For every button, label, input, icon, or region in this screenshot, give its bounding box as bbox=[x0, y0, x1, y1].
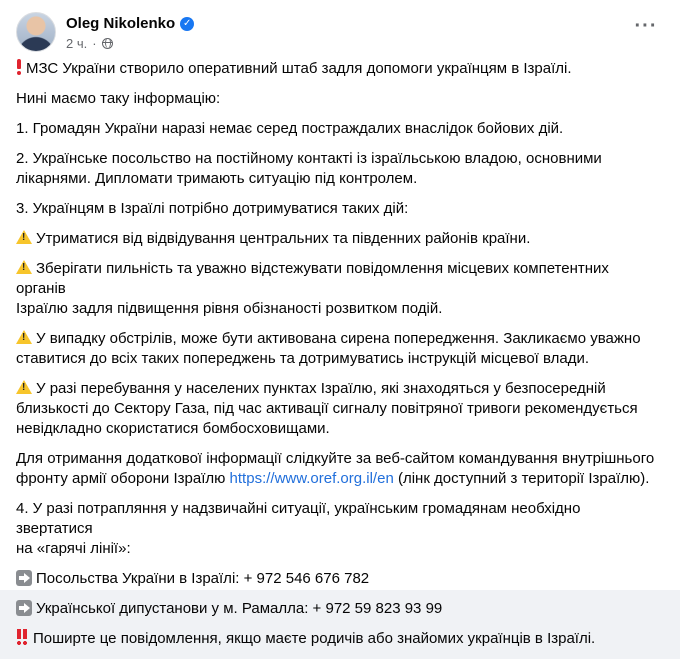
hotline-text: Посольства України в Ізраїлі: + 972 546 676 782 bbox=[36, 570, 370, 587]
more-info bbox=[16, 449, 656, 489]
author-row bbox=[66, 14, 194, 34]
warning-text: ставитися до всіх таких попереджень та дотримуватись інструкцій місцевої влади. bbox=[16, 350, 590, 367]
red-exclamation-icon bbox=[16, 59, 22, 75]
warning-item-1 bbox=[16, 229, 656, 249]
hotline-1 bbox=[16, 569, 656, 589]
post-header bbox=[16, 12, 664, 56]
verified-badge-icon: ✓ bbox=[180, 17, 194, 31]
point-4-line-1: 4. У разі потрапляння у надзвичайні ситуації, українським громадянам необхідно звертатися bbox=[16, 500, 581, 537]
more-options-icon: ··· bbox=[634, 14, 658, 37]
post-body bbox=[16, 59, 656, 659]
warning-text: Ізраїлю задля підвищення рівня обізнаності розвитком подій. bbox=[16, 300, 443, 317]
warning-text: близькості до Сектору Газа, під час активації сигналу повітряної тривоги рекомендується bbox=[16, 400, 638, 417]
point-2-line-1: 2. Українське посольство на постійному контакті із ізраїльською владою, основними bbox=[16, 150, 602, 167]
post-timestamp[interactable]: 2 ч. bbox=[66, 36, 88, 51]
warning-text: Утриматися від відвідування центральних та південних районів країни. bbox=[36, 230, 531, 247]
more-info-line-1: Для отримання додаткової інформації слідкуйте за веб-сайтом командування внутрішнього bbox=[16, 450, 655, 467]
point-2 bbox=[16, 149, 656, 189]
point-1: 1. Громадян України наразі немає серед постраждалих внаслідок бойових дій. bbox=[16, 120, 564, 137]
more-info-text: фронту армії оборони Ізраїлю bbox=[16, 470, 230, 487]
point-2-line-2: лікарнями. Дипломати тримають ситуацію під контролем. bbox=[16, 170, 418, 187]
warning-icon bbox=[16, 260, 32, 274]
oref-link[interactable]: https://www.oref.org.il/en bbox=[229, 470, 394, 487]
more-info-line-2 bbox=[16, 469, 656, 489]
more-info-text: (лінк доступний з території Ізраїлю). bbox=[393, 470, 650, 487]
warning-icon bbox=[16, 330, 32, 344]
hotline-text: Української дипустанови у м. Рамалла: + 972 59 823 93 99 bbox=[36, 600, 443, 617]
warning-text: невідкладно скористатися бомбосховищами. bbox=[16, 420, 330, 437]
warning-icon bbox=[16, 380, 32, 394]
right-arrow-icon bbox=[16, 570, 32, 586]
info-heading: Нині маємо таку інформацію: bbox=[16, 90, 221, 107]
point-3: 3. Українцям в Ізраїлі потрібно дотримуватися таких дій: bbox=[16, 200, 409, 217]
warning-text: У випадку обстрілів, може бути активована сирена попередження. Закликаємо уважно bbox=[36, 330, 641, 347]
closing-text: Поширте це повідомлення, якщо маєте родичів або знайомих українців в Ізраїлі. bbox=[33, 630, 596, 647]
post-meta bbox=[66, 36, 113, 51]
warning-text: У разі перебування у населених пунктах Ізраїлю, які знаходяться у безпосередній bbox=[36, 380, 606, 397]
warning-item-2 bbox=[16, 259, 656, 319]
warning-icon bbox=[16, 230, 32, 244]
point-4-line-2: на «гарячі лінії»: bbox=[16, 540, 131, 557]
post-intro bbox=[16, 59, 656, 79]
avatar[interactable] bbox=[16, 12, 56, 52]
double-exclamation-icon bbox=[16, 629, 29, 645]
intro-text: МЗС України створило оперативний штаб задля допомоги українцям в Ізраїлі. bbox=[26, 60, 572, 77]
closing-note bbox=[16, 629, 656, 649]
warning-item-4 bbox=[16, 379, 656, 439]
author-name[interactable]: Oleg Nikolenko bbox=[66, 15, 176, 32]
right-arrow-icon bbox=[16, 600, 32, 616]
warning-item-3 bbox=[16, 329, 656, 369]
hotline-2 bbox=[16, 599, 656, 619]
warning-text: Зберігати пильність та уважно відстежувати повідомлення місцевих компетентних органів bbox=[16, 260, 609, 297]
point-4 bbox=[16, 499, 656, 559]
globe-icon bbox=[102, 38, 113, 49]
more-options-button[interactable] bbox=[628, 12, 664, 48]
meta-separator: · bbox=[92, 36, 97, 51]
